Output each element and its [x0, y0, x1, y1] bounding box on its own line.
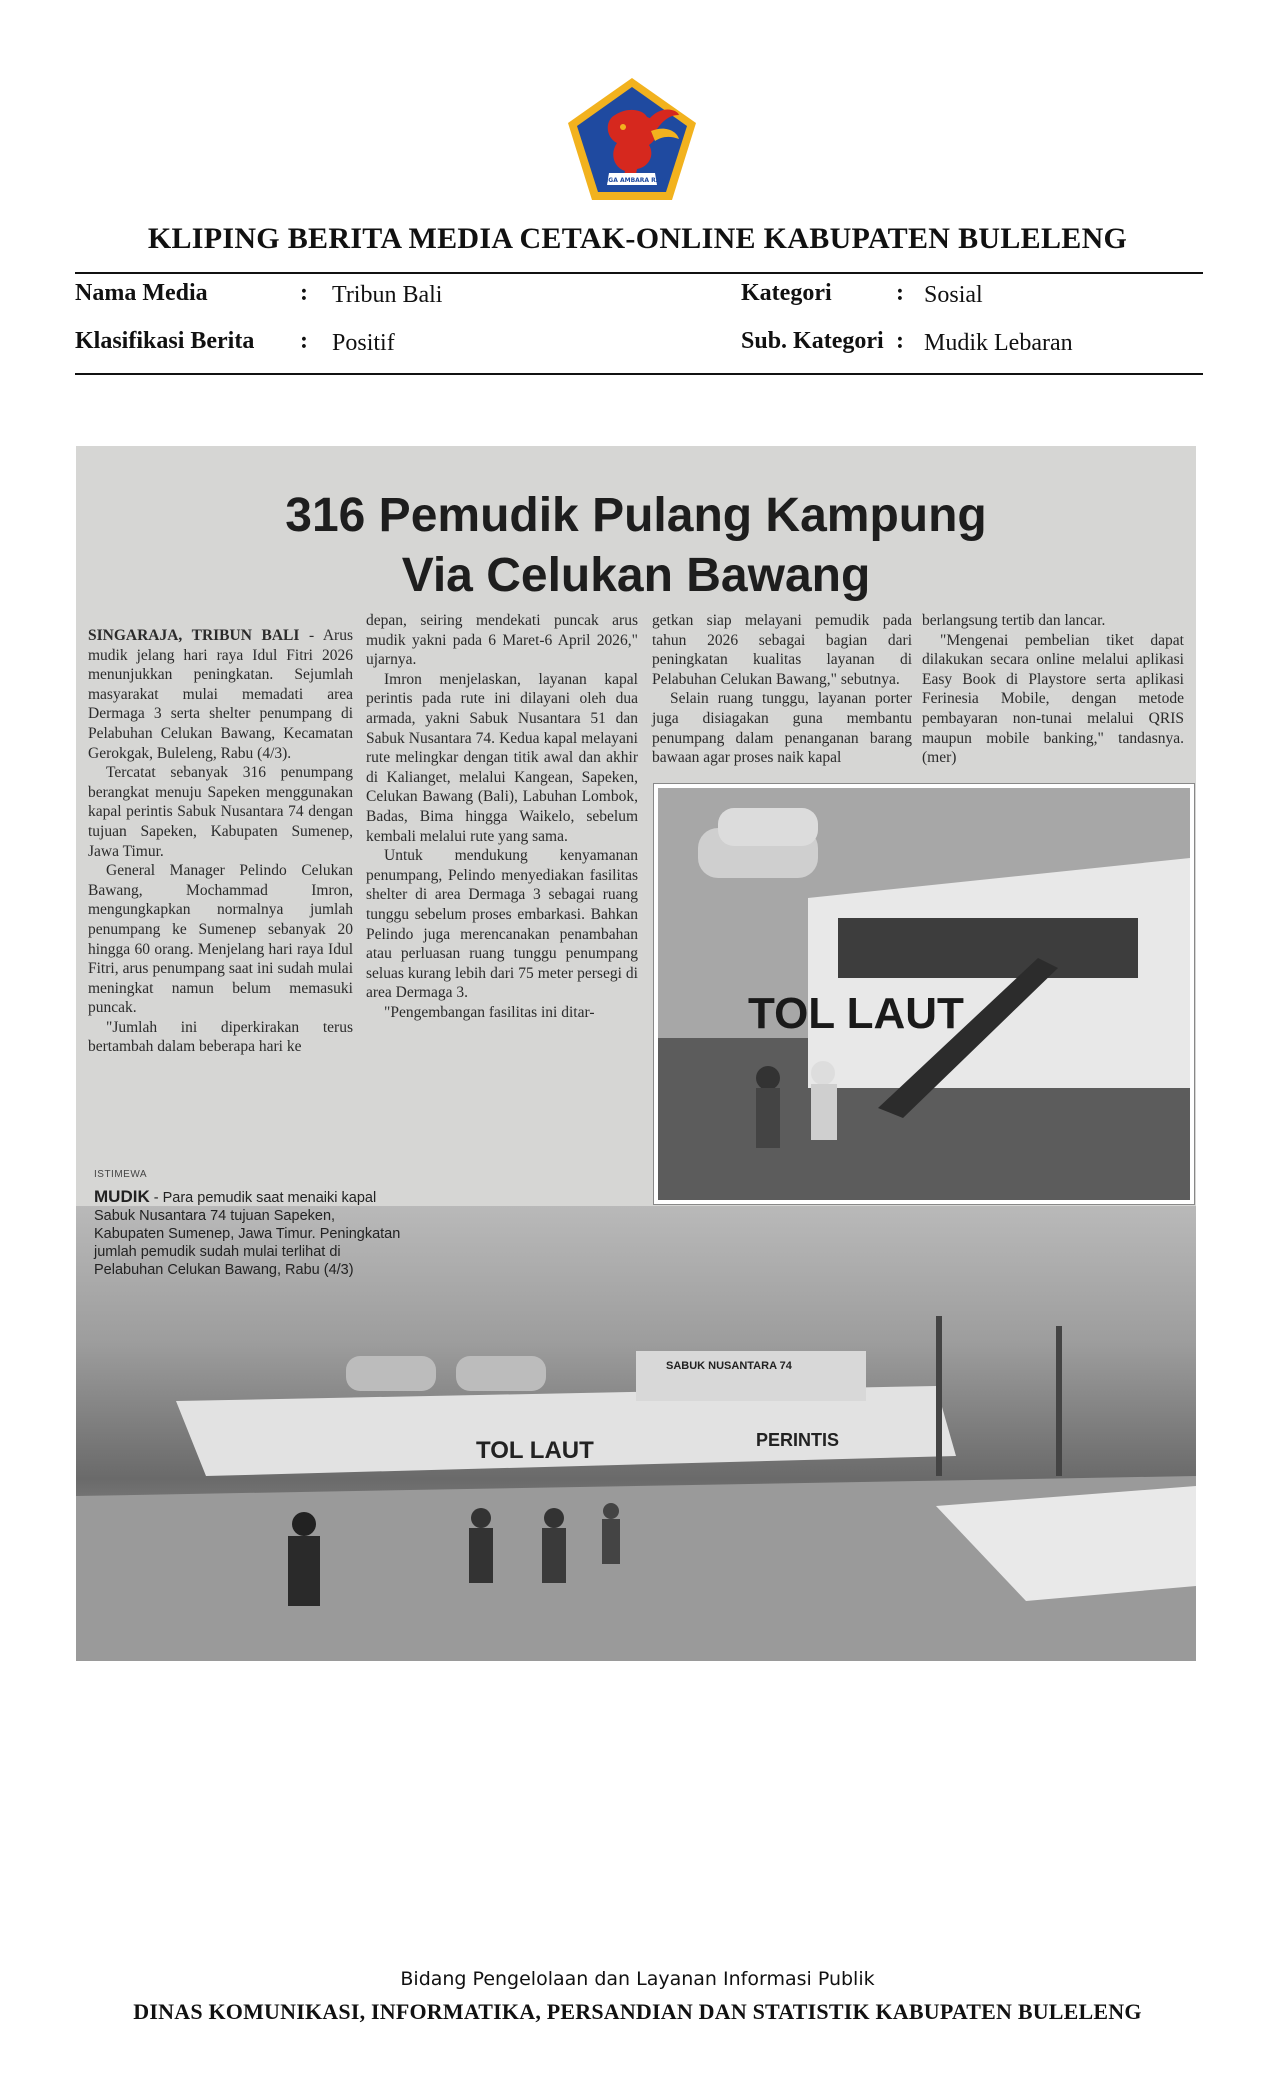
photo-credit: ISTIMEWA — [94, 1169, 148, 1180]
klasifikasi-label: Klasifikasi Berita — [75, 328, 255, 354]
paragraph-text: - Arus mudik jelang hari raya Idul Fitri 2026 menunjukkan peningkatan. Sejumlah masyarakat mulai memadati area Dermaga 3 serta shelter penumpang di Pelabuhan Celukan Bawang, Kecamatan Gerokgak, Buleleng, Rabu (4/3). — [88, 627, 353, 762]
paragraph: berlangsung tertib dan lancar. — [922, 612, 1106, 629]
ship-perintis-text: PERINTIS — [756, 1430, 840, 1450]
paragraph: Imron menjelaskan, layanan kapal perintis pada rute ini dilayani oleh dua armada, yakni Sabuk Nusantara 51 dan Sabuk Nusantara 74. Kedua kapal melayani rute melingkar dengan titik awal dan akhir di Kalianget, melalui Kangean, Sapeken, Celukan Bawang (Bali), Labuhan Lombok, Badas, Bima hingga Waikelo, sebelum kembali melalui rute yang sama. — [366, 670, 638, 845]
article-column-4 — [922, 611, 1184, 768]
ship-name-text: SABUK NUSANTARA 74 — [666, 1360, 792, 1372]
ship-hull-text: TOL LAUT — [748, 989, 964, 1038]
top-divider — [75, 272, 1203, 274]
nama-media-value: Tribun Bali — [332, 282, 443, 308]
caption-label: MUDIK — [94, 1187, 150, 1206]
logo-motto: SINGA AMBARA RAJA — [596, 177, 668, 184]
footer-agency: DINAS KOMUNIKASI, INFORMATIKA, PERSANDIAN DAN STATISTIK KABUPATEN BULELENG — [133, 1999, 1142, 2024]
colon: : — [896, 328, 904, 354]
bottom-divider — [75, 373, 1203, 375]
article-column-3 — [652, 611, 912, 768]
paragraph: Tercatat sebanyak 316 penumpang berangkat menuju Sapeken menggunakan kapal perintis Sabuk Nusantara 74 dengan tujuan Sapeken, Kabupaten Sumenep, Jawa Timur. — [88, 764, 353, 860]
page-title: KLIPING BERITA MEDIA CETAK-ONLINE KABUPATEN BULELENG — [147, 222, 1128, 255]
klasifikasi-value: Positif — [332, 330, 395, 356]
paragraph: General Manager Pelindo Celukan Bawang, Mochammad Imron, mengungkapkan normalnya jumlah penumpang ke Sumenep sebanyak 20 hingga 60 orang. Menjelang hari raya Idul Fitri, arus penumpang saat ini sudah mulai meningkat namun belum memasuki puncak. — [88, 862, 353, 1017]
footer-department: Bidang Pengelolaan dan Layanan Informasi Publik — [400, 1968, 875, 1990]
paragraph: "Mengenai pembelian tiket dapat dilakukan secara online melalui aplikasi Easy Book di Playstore serta aplikasi Ferinesia Mobile, dengan metode pembayaran non-tunai melalui QRIS maupun mobile banking," tandasnya. (mer) — [922, 631, 1184, 767]
kategori-label: Kategori — [741, 280, 832, 306]
boarding-photo — [654, 784, 1194, 1204]
paragraph — [88, 626, 353, 763]
photo-caption — [94, 1166, 404, 1279]
paragraph: getkan siap melayani pemudik pada tahun 2026 sebagai bagian dari peningkatan kualitas layanan di Pelabuhan Celukan Bawang," sebutnya. — [652, 612, 912, 688]
article-headline — [76, 486, 1196, 606]
paragraph: "Pengembangan fasilitas ini ditar- — [384, 1003, 595, 1021]
sub-kategori-value: Mudik Lebaran — [924, 330, 1073, 356]
paragraph: Untuk mendukung kenyamanan penumpang, Pelindo menyediakan fasilitas shelter di area Dermaga 3 sebagai ruang tunggu sebelum proses embarkasi. Bahkan Pelindo juga merencanakan penambahan atau perluasan ruang tunggu penumpang seluas kurang lebih dari 75 meter persegi di area Dermaga 3. — [366, 847, 638, 1002]
sub-kategori-label: Sub. Kategori — [741, 328, 884, 354]
paragraph: "Jumlah ini diperkirakan terus bertambah dalam beberapa hari ke — [88, 1018, 353, 1056]
colon: : — [300, 280, 308, 306]
kategori-value: Sosial — [924, 282, 983, 308]
nama-media-label: Nama Media — [75, 280, 208, 306]
ship-tollaut-text: TOL LAUT — [476, 1437, 594, 1464]
dateline: SINGARAJA, TRIBUN BALI — [88, 627, 300, 644]
headline-line-1: 316 Pemudik Pulang Kampung — [285, 489, 987, 542]
newspaper-clipping — [76, 446, 1196, 1661]
colon: : — [300, 328, 308, 354]
singa-ambara-raja-emblem-icon — [565, 75, 699, 203]
paragraph: Selain ruang tunggu, layanan porter juga disiagakan guna membantu penumpang dalam penanganan barang bawaan agar proses naik kapal — [652, 690, 912, 767]
colon: : — [896, 280, 904, 306]
article-column-1 — [88, 626, 353, 1057]
paragraph: depan, seiring mendekati puncak arus mudik yakni pada 6 Maret-6 April 2026," ujarnya. — [366, 612, 638, 669]
article-column-2 — [366, 611, 638, 1022]
caption-text: - Para pemudik saat menaiki kapal Sabuk Nusantara 74 tujuan Sapeken, Kabupaten Sumenep, Jawa Timur. Peningkatan jumlah pemudik sudah mulai terlihat di Pelabuhan Celukan Bawang, Rabu (4/3) — [94, 1190, 401, 1278]
boarding-photo-graphic — [658, 788, 1190, 1200]
headline-line-2: Via Celukan Bawang — [401, 549, 871, 602]
